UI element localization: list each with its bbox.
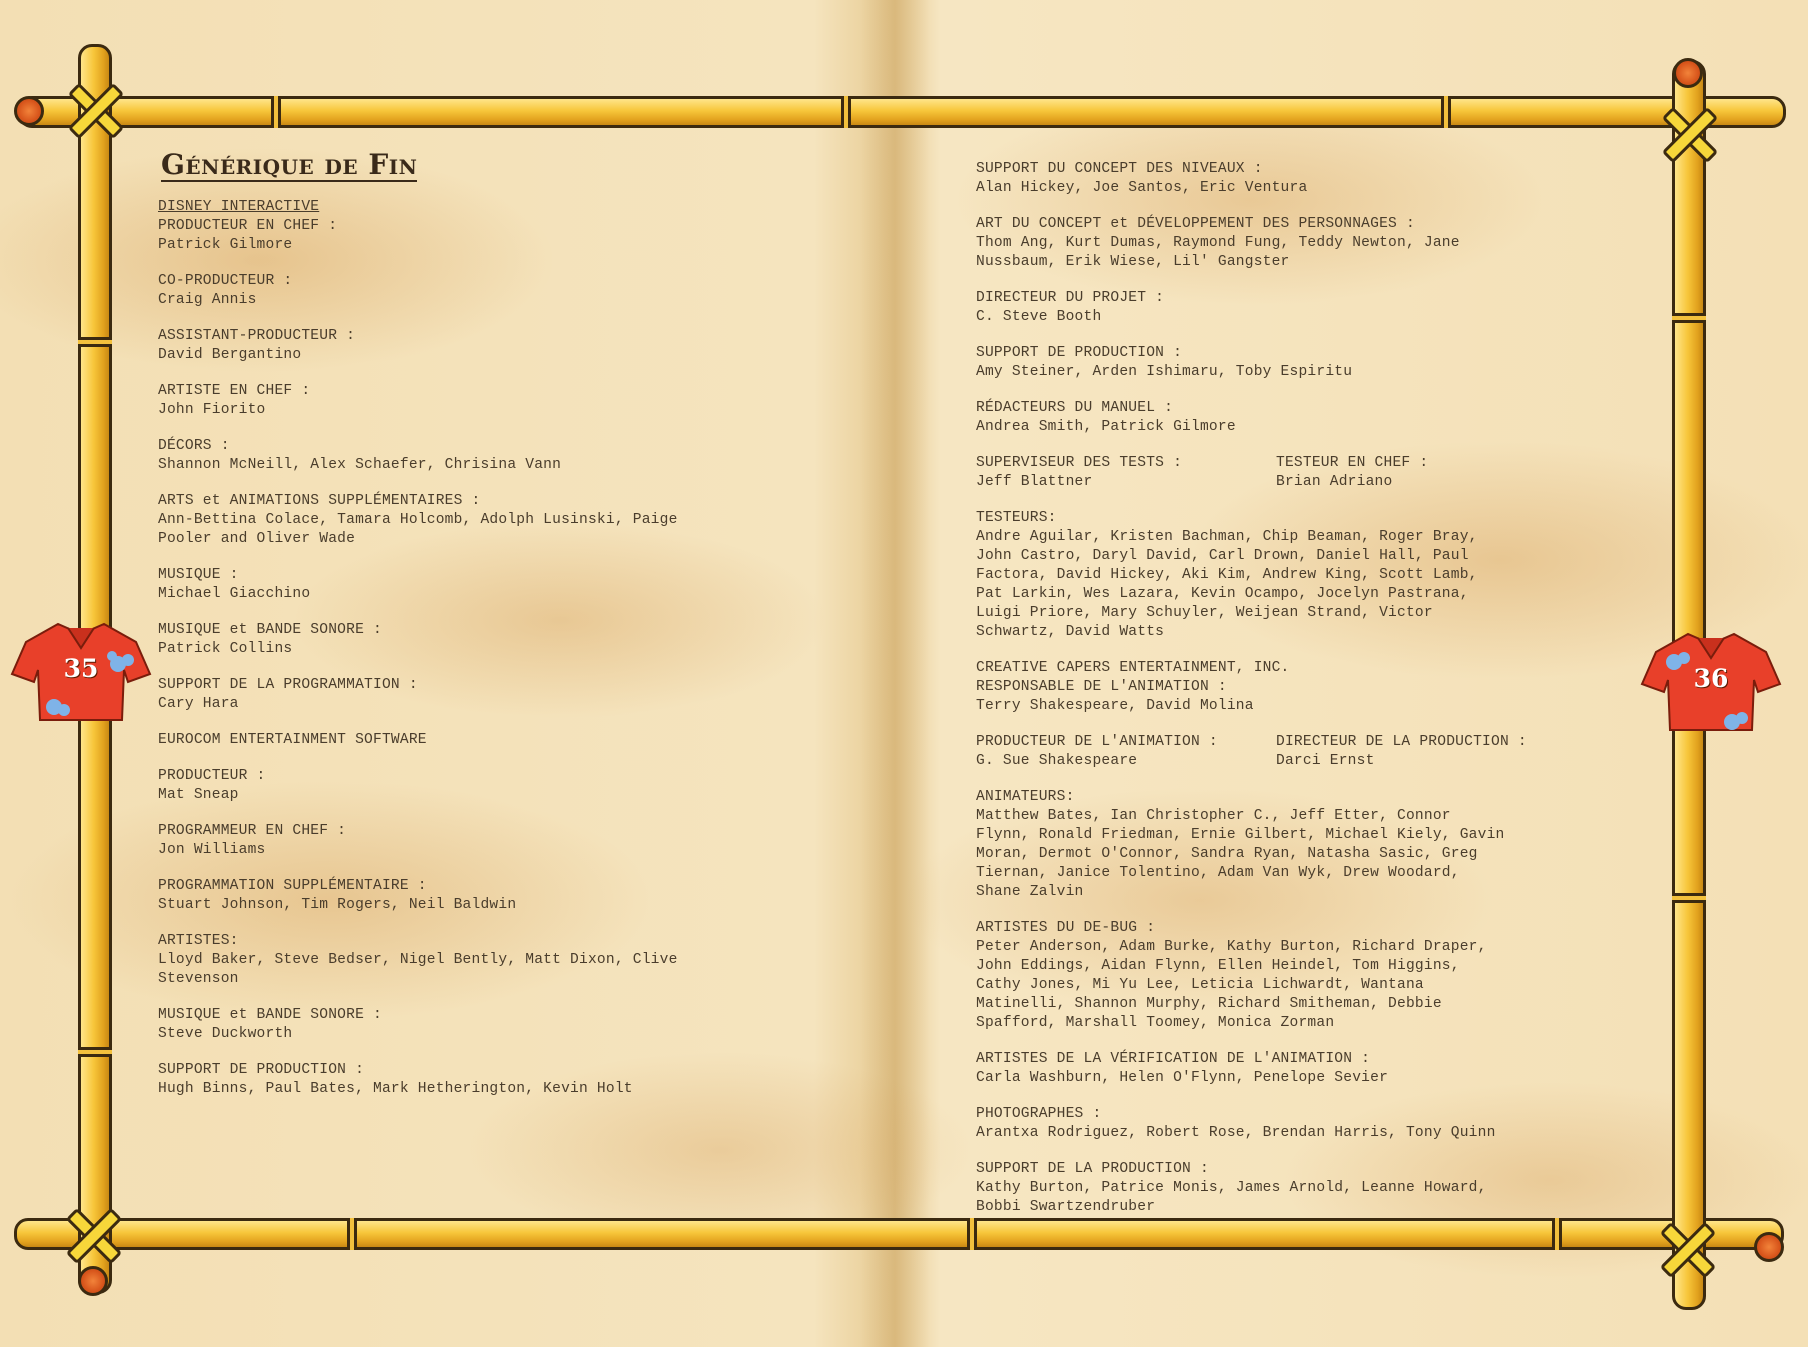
page-number-badge-right <box>1636 622 1786 742</box>
role-names: Alan Hickey, Joe Santos, Eric Ventura <box>976 180 1308 196</box>
credit-section <box>158 272 758 310</box>
page-number-right: 36 <box>1693 664 1729 693</box>
role-label: ASSISTANT-PRODUCTEUR : <box>158 328 356 344</box>
role-label: SUPPORT DU CONCEPT DES NIVEAUX : <box>976 161 1263 177</box>
credits-right-column <box>976 160 1616 1234</box>
credit-section <box>158 767 758 805</box>
role-label: CO-PRODUCTEUR : <box>158 273 293 289</box>
role-label: PROGRAMMEUR EN CHEF : <box>158 823 347 839</box>
role-label: ARTISTES DU DE-BUG : <box>976 920 1156 936</box>
role-label: SUPPORT DE PRODUCTION : <box>158 1062 365 1078</box>
role-label: PHOTOGRAPHES : <box>976 1106 1102 1122</box>
role-label: ARTISTE EN CHEF : <box>158 383 311 399</box>
role-names: C. Steve Booth <box>976 309 1102 325</box>
credit-section <box>158 877 758 915</box>
credit-section <box>976 399 1616 437</box>
role-names: Peter Anderson, Adam Burke, Kathy Burton, Richard Draper, John Eddings, Aidan Flynn, Ellen Heindel, Tom Higgins, Cathy Jones, Mi Yu Lee, Leticia Lichwardt, Wantana Matinelli, Shannon Murphy, Richard Smitheman, Debbie Spafford, Marshall Toomey, Monica Zorman <box>976 939 1487 1031</box>
rope-tie-icon <box>66 1208 122 1264</box>
role-names: Shannon McNeill, Alex Schaefer, Chrisina Vann <box>158 457 562 473</box>
role-label: SUPERVISEUR DES TESTS : <box>976 455 1183 471</box>
credit-section <box>976 289 1616 327</box>
role-label: TESTEUR EN CHEF : <box>1276 455 1429 471</box>
credit-section <box>976 659 1616 716</box>
credit-section <box>976 919 1616 1033</box>
page-title: Générique de Fin <box>161 148 418 181</box>
credit-section <box>976 1050 1616 1088</box>
page-gutter <box>860 0 930 1347</box>
credit-section <box>158 1061 758 1099</box>
role-label: DIRECTEUR DE LA PRODUCTION : <box>1276 734 1527 750</box>
rope-tie-icon <box>1660 1222 1716 1278</box>
credit-section <box>158 198 758 255</box>
role-names: David Bergantino <box>158 347 302 363</box>
role-names: Ann-Bettina Colace, Tamara Holcomb, Adolph Lusinski, Paige Pooler and Oliver Wade <box>158 512 678 547</box>
role-names: Darci Ernst <box>1276 753 1375 769</box>
role-label: TESTEURS: <box>976 510 1057 526</box>
role-names: Andre Aguilar, Kristen Bachman, Chip Beaman, Roger Bray, John Castro, Daryl David, Carl Drown, Daniel Hall, Paul Factora, David Hickey, Aki Kim, Andrew King, Scott Lamb, Pat Larkin, Wes Lazara, Kevin Ocampo, Jocelyn Pastrana, Luigi Priore, Mary Schuyler, Weijean Strand, Victor Schwartz, David Watts <box>976 529 1478 640</box>
role-names: Lloyd Baker, Steve Bedser, Nigel Bently, Matt Dixon, Clive Stevenson <box>158 952 678 987</box>
role-names: Steve Duckworth <box>158 1026 293 1042</box>
role-label: SUPPORT DE LA PRODUCTION : <box>976 1161 1209 1177</box>
studio-name: CREATIVE CAPERS ENTERTAINMENT, INC. <box>976 660 1290 676</box>
role-names: Patrick Collins <box>158 641 293 657</box>
bamboo-cut-end-left <box>14 96 44 126</box>
rope-tie-icon <box>1662 107 1718 163</box>
role-names: Kathy Burton, Patrice Monis, James Arnold, Leanne Howard, Bobbi Swartzendruber <box>976 1180 1487 1215</box>
role-label: RÉDACTEURS DU MANUEL : <box>976 400 1174 416</box>
bamboo-cut-end-bottom-left <box>78 1266 108 1296</box>
role-names: G. Sue Shakespeare <box>976 753 1138 769</box>
role-label: PRODUCTEUR DE L'ANIMATION : <box>976 734 1218 750</box>
credit-section <box>158 621 758 659</box>
role-names: Carla Washburn, Helen O'Flynn, Penelope Sevier <box>976 1070 1389 1086</box>
bamboo-cut-end-right <box>1754 1232 1784 1262</box>
rope-tie-icon <box>68 83 124 139</box>
role-label: PROGRAMMATION SUPPLÉMENTAIRE : <box>158 878 427 894</box>
credit-section <box>158 327 758 365</box>
role-names: Terry Shakespeare, David Molina <box>976 698 1254 714</box>
credit-section <box>158 1006 758 1044</box>
credit-section <box>976 788 1616 902</box>
role-names: Michael Giacchino <box>158 586 311 602</box>
role-names: Amy Steiner, Arden Ishimaru, Toby Espiritu <box>976 364 1353 380</box>
role-names: Patrick Gilmore <box>158 237 293 253</box>
role-names: Craig Annis <box>158 292 257 308</box>
role-label: ARTISTES DE LA VÉRIFICATION DE L'ANIMATION : <box>976 1051 1371 1067</box>
credit-section <box>158 437 758 475</box>
credit-section <box>158 676 758 714</box>
studio-name: DISNEY INTERACTIVE <box>158 199 320 215</box>
role-names: Thom Ang, Kurt Dumas, Raymond Fung, Teddy Newton, Jane Nussbaum, Erik Wiese, Lil' Gangster <box>976 235 1460 270</box>
studio-name: EUROCOM ENTERTAINMENT SOFTWARE <box>158 732 427 748</box>
credit-section <box>976 344 1616 382</box>
role-names: John Fiorito <box>158 402 266 418</box>
role-names: Hugh Binns, Paul Bates, Mark Hetherington, Kevin Holt <box>158 1081 633 1097</box>
credits-left-column <box>158 150 758 1116</box>
credit-section <box>158 566 758 604</box>
role-names: Cary Hara <box>158 696 239 712</box>
role-label: ANIMATEURS: <box>976 789 1075 805</box>
credit-section <box>976 215 1616 272</box>
role-label: DIRECTEUR DU PROJET : <box>976 290 1165 306</box>
role-label: RESPONSABLE DE L'ANIMATION : <box>976 679 1227 695</box>
role-label: MUSIQUE : <box>158 567 239 583</box>
role-names: Andrea Smith, Patrick Gilmore <box>976 419 1236 435</box>
role-names: Brian Adriano <box>1276 474 1393 490</box>
credit-section <box>158 822 758 860</box>
role-label: PRODUCTEUR EN CHEF : <box>158 218 338 234</box>
role-names: Matthew Bates, Ian Christopher C., Jeff Etter, Connor Flynn, Ronald Friedman, Ernie Gilbert, Michael Kiely, Gavin Moran, Dermot O'Connor, Sandra Ryan, Natasha Sasic, Greg Tiernan, Janice Tolentino, Adam Van Wyk, Drew Woodard, Shane Zalvin <box>976 808 1505 900</box>
role-label: MUSIQUE et BANDE SONORE : <box>158 1007 382 1023</box>
credit-section <box>976 454 1616 492</box>
role-names: Jeff Blattner <box>976 474 1093 490</box>
credit-section <box>976 733 1616 771</box>
bamboo-top-rail <box>18 96 1786 128</box>
role-label: ARTISTES: <box>158 933 239 949</box>
role-names: Stuart Johnson, Tim Rogers, Neil Baldwin <box>158 897 517 913</box>
role-label: DÉCORS : <box>158 438 230 454</box>
credit-section <box>158 382 758 420</box>
page-number-badge-left <box>6 612 156 732</box>
role-label: PRODUCTEUR : <box>158 768 266 784</box>
bamboo-cut-end-top-right <box>1673 58 1703 88</box>
role-label: SUPPORT DE LA PROGRAMMATION : <box>158 677 418 693</box>
role-label: ARTS et ANIMATIONS SUPPLÉMENTAIRES : <box>158 493 481 509</box>
role-label: MUSIQUE et BANDE SONORE : <box>158 622 382 638</box>
role-names: Jon Williams <box>158 842 266 858</box>
credit-section <box>976 1105 1616 1143</box>
credit-section <box>158 492 758 549</box>
credit-section <box>158 932 758 989</box>
role-label: ART DU CONCEPT et DÉVELOPPEMENT DES PERSONNAGES : <box>976 216 1415 232</box>
role-label: SUPPORT DE PRODUCTION : <box>976 345 1183 361</box>
credit-section <box>158 731 758 750</box>
credit-section <box>976 1160 1616 1217</box>
credit-section <box>976 160 1616 198</box>
credit-section <box>976 509 1616 642</box>
role-names: Mat Sneap <box>158 787 239 803</box>
page-number-left: 35 <box>63 654 99 683</box>
role-names: Arantxa Rodriguez, Robert Rose, Brendan Harris, Tony Quinn <box>976 1125 1496 1141</box>
